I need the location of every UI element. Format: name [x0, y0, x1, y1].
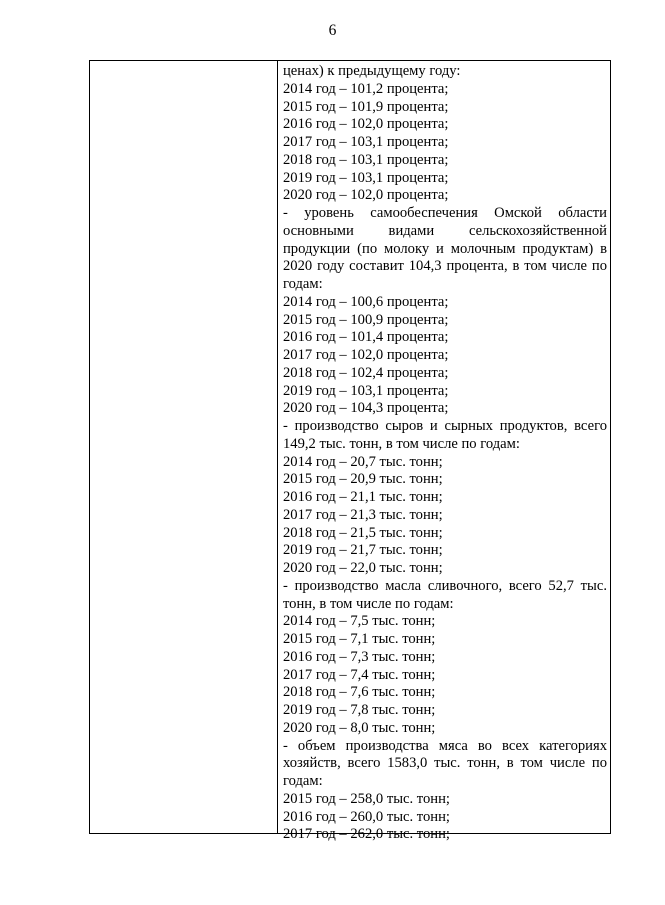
- text-line: тонн, в том числе по годам:: [283, 595, 454, 612]
- text-line: 2020 год – 22,0 тыс. тонн;: [283, 560, 443, 576]
- text-line: 2014 год – 20,7 тыс. тонн;: [283, 453, 443, 470]
- text-line: 2015 год – 7,1 тыс. тонн;: [283, 631, 436, 647]
- text-line: 2015 год – 20,9 тыс. тонн;: [283, 471, 443, 488]
- text-line: основными видами сельскохозяйственной: [283, 222, 607, 239]
- table-left-cell: [90, 61, 278, 833]
- text-line: 2016 год – 7,3 тыс. тонн;: [283, 648, 436, 665]
- text-line: 2016 год – 21,1 тыс. тонн;: [283, 489, 443, 505]
- text-line: 2018 год – 7,6 тыс. тонн;: [283, 684, 436, 701]
- text-line: - производство сыров и сырных продуктов, всего: [283, 418, 607, 434]
- text-line: 2019 год – 103,1 процента;: [283, 382, 449, 399]
- text-line: хозяйств, всего 1583,0 тыс. тонн, в том числе по: [283, 755, 607, 772]
- text-line: 2016 год – 102,0 процента;: [283, 116, 449, 133]
- text-line: 2020 год – 104,3 процента;: [283, 400, 449, 417]
- text-line: 2017 год – 262,0 тыс. тонн;: [283, 826, 450, 843]
- text-line: 2017 год – 7,4 тыс. тонн;: [283, 666, 436, 683]
- table-right-cell: [278, 61, 610, 843]
- text-line: 2017 год – 21,3 тыс. тонн;: [283, 506, 443, 523]
- text-line: 2018 год – 103,1 процента;: [283, 151, 449, 168]
- text-line: 2014 год – 100,6 процента;: [283, 293, 449, 310]
- text-line: 2017 год – 102,0 процента;: [283, 347, 449, 363]
- text-line: 2015 год – 100,9 процента;: [283, 311, 449, 328]
- text-line: 2020 год – 8,0 тыс. тонн;: [283, 719, 436, 736]
- page-number: 6: [328, 22, 337, 39]
- text-line: 2014 год – 7,5 тыс. тонн;: [283, 613, 436, 630]
- text-line: годам:: [283, 773, 323, 789]
- text-line: 2019 год – 7,8 тыс. тонн;: [283, 702, 436, 718]
- text-line: 2020 год – 102,0 процента;: [283, 187, 449, 204]
- text-line: 2015 год – 101,9 процента;: [283, 98, 449, 115]
- text-line: 2014 год – 101,2 процента;: [283, 80, 449, 97]
- text-line: 2019 год – 103,1 процента;: [283, 169, 449, 186]
- text-line: продукции (по молоку и молочным продуктам) в: [283, 240, 607, 257]
- text-line: ценах) к предыдущему году:: [283, 63, 461, 79]
- text-line: годам:: [283, 276, 323, 292]
- text-line: - производство масла сливочного, всего 52,7 тыс.: [283, 577, 607, 594]
- document-table: [89, 60, 611, 843]
- text-line: 2020 году составит 104,3 процента, в том числе по: [283, 258, 607, 275]
- text-line: - объем производства мяса во всех категориях: [283, 737, 607, 754]
- text-line: 2018 год – 102,4 процента;: [283, 364, 449, 381]
- text-line: 2019 год – 21,7 тыс. тонн;: [283, 542, 443, 559]
- text-line: 2017 год – 103,1 процента;: [283, 134, 449, 150]
- text-line: 2015 год – 258,0 тыс. тонн;: [283, 790, 450, 807]
- text-line: 149,2 тыс. тонн, в том числе по годам:: [283, 435, 520, 452]
- text-line: 2016 год – 260,0 тыс. тонн;: [283, 808, 450, 825]
- text-line: - уровень самообеспечения Омской области: [283, 205, 607, 221]
- text-line: 2016 год – 101,4 процента;: [283, 329, 449, 346]
- text-line: 2018 год – 21,5 тыс. тонн;: [283, 524, 443, 541]
